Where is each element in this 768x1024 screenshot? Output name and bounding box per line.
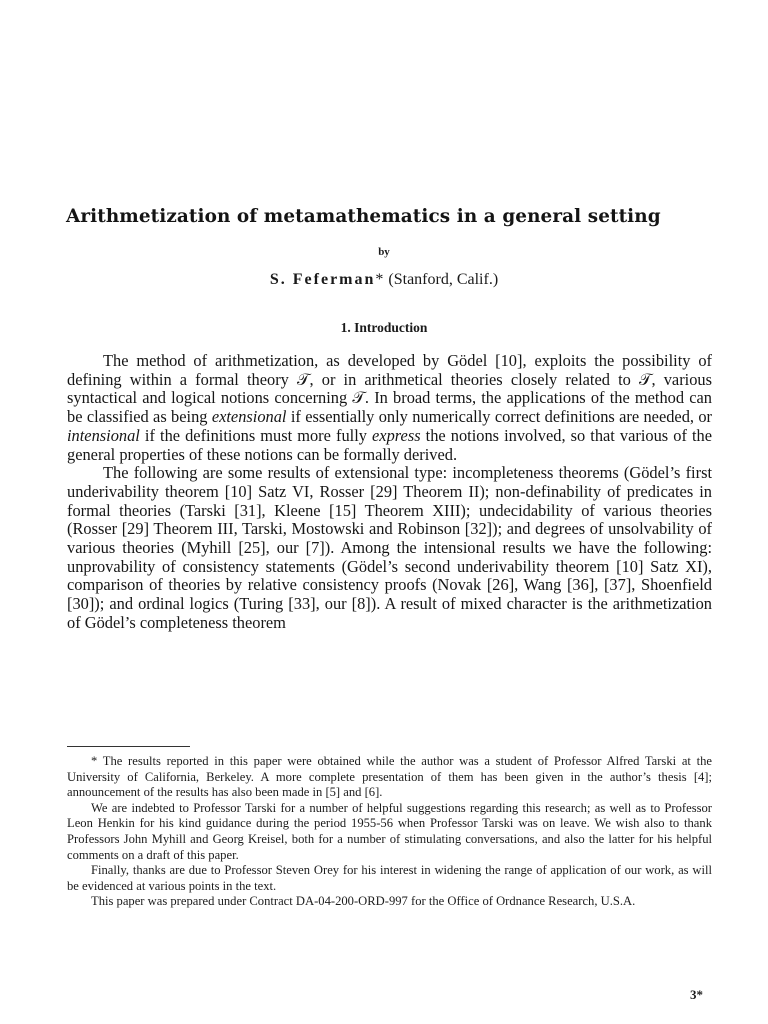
- footnotes: [67, 754, 712, 910]
- emphasized-term: express: [372, 425, 421, 445]
- footnote: We are indebted to Professor Tarski for a number of helpful suggestions regarding this research; as well as to Professor Leon Henkin for his kind guidance during the period 1955-56 when Professor Tarski was on leave. We wish also to thank Professors John Myhill and Georg Kreisel, both for a number of stimulating conversations, and also the latter for his helpful comments on a draft of this paper.: [67, 800, 712, 862]
- emphasized-term: extensional: [211, 407, 287, 427]
- emphasized-term: intensional: [67, 425, 140, 445]
- body-text: [67, 352, 712, 633]
- text-run: if the definitions must more fully: [139, 425, 373, 445]
- page-number: 3*: [690, 987, 703, 1002]
- author-footnote-marker: *: [375, 271, 384, 288]
- text-run: The method of arithmetization, as developed by Gödel [10], exploits the possibility of defining within a formal theory 𝒯, or in arithmetical theories closely related to 𝒯, various syntactical and logical notions concerning 𝒯. In broad terms, the applications of the method can be classified as being: [67, 351, 712, 427]
- author-affiliation: (Stanford, Calif.): [388, 271, 499, 288]
- footnote-rule: [67, 746, 190, 747]
- footnote: This paper was prepared under Contract DA-04-200-ORD-997 for the Office of Ordnance Research, U.S.A.: [91, 894, 636, 909]
- text-run: the notions involved, so that various of the general properties of these notions can be formally derived.: [67, 425, 712, 464]
- author-line: [0, 270, 768, 290]
- byline: by: [378, 246, 390, 258]
- section-heading: 1. Introduction: [340, 320, 428, 335]
- footnote: Finally, thanks are due to Professor Steven Orey for his interest in widening the range of application of our work, as will be evidenced at various points in the text.: [67, 863, 712, 893]
- paper-title: Arithmetization of metamathematics in a general setting: [66, 206, 661, 227]
- text-run: The following are some results of extensional type: incompleteness theorems (Gödel’s first underivability theorem [10] Satz VI, Rosser [29] Theorem II); non-definability of predicates in formal theories (Tarski [31], Kleene [15] Theorem XIII); undecidability of various theories (Rosser [29] Theorem III, Tarski, Mostowski and Robinson [32]); and degrees of unsolvability of various theories (Myhill [25], our [7]). Among the intensional results we have the following: unprovability of consistency statements (Gödel’s second underivability theorem [10] Satz XI), comparison of theories by relative consistency proofs (Novak [26], Wang [36], [37], Shoenfield [30]); and ordinal logics (Turing [33], our [8]). A result of mixed character is the arithmetization of Gödel’s completeness theorem: [67, 463, 712, 632]
- text-run: if essentially only numerically correct definitions are needed, or: [286, 407, 712, 427]
- paragraph: [67, 464, 712, 632]
- footnote: * The results reported in this paper were obtained while the author was a student of Professor Alfred Tarski at the University of California, Berkeley. A more complete presentation of them has been given in the author’s thesis [4]; announcement of the results has also been made in [5] and [6].: [67, 754, 712, 800]
- paragraph: [67, 352, 712, 464]
- author-name: S. Feferman: [269, 271, 376, 288]
